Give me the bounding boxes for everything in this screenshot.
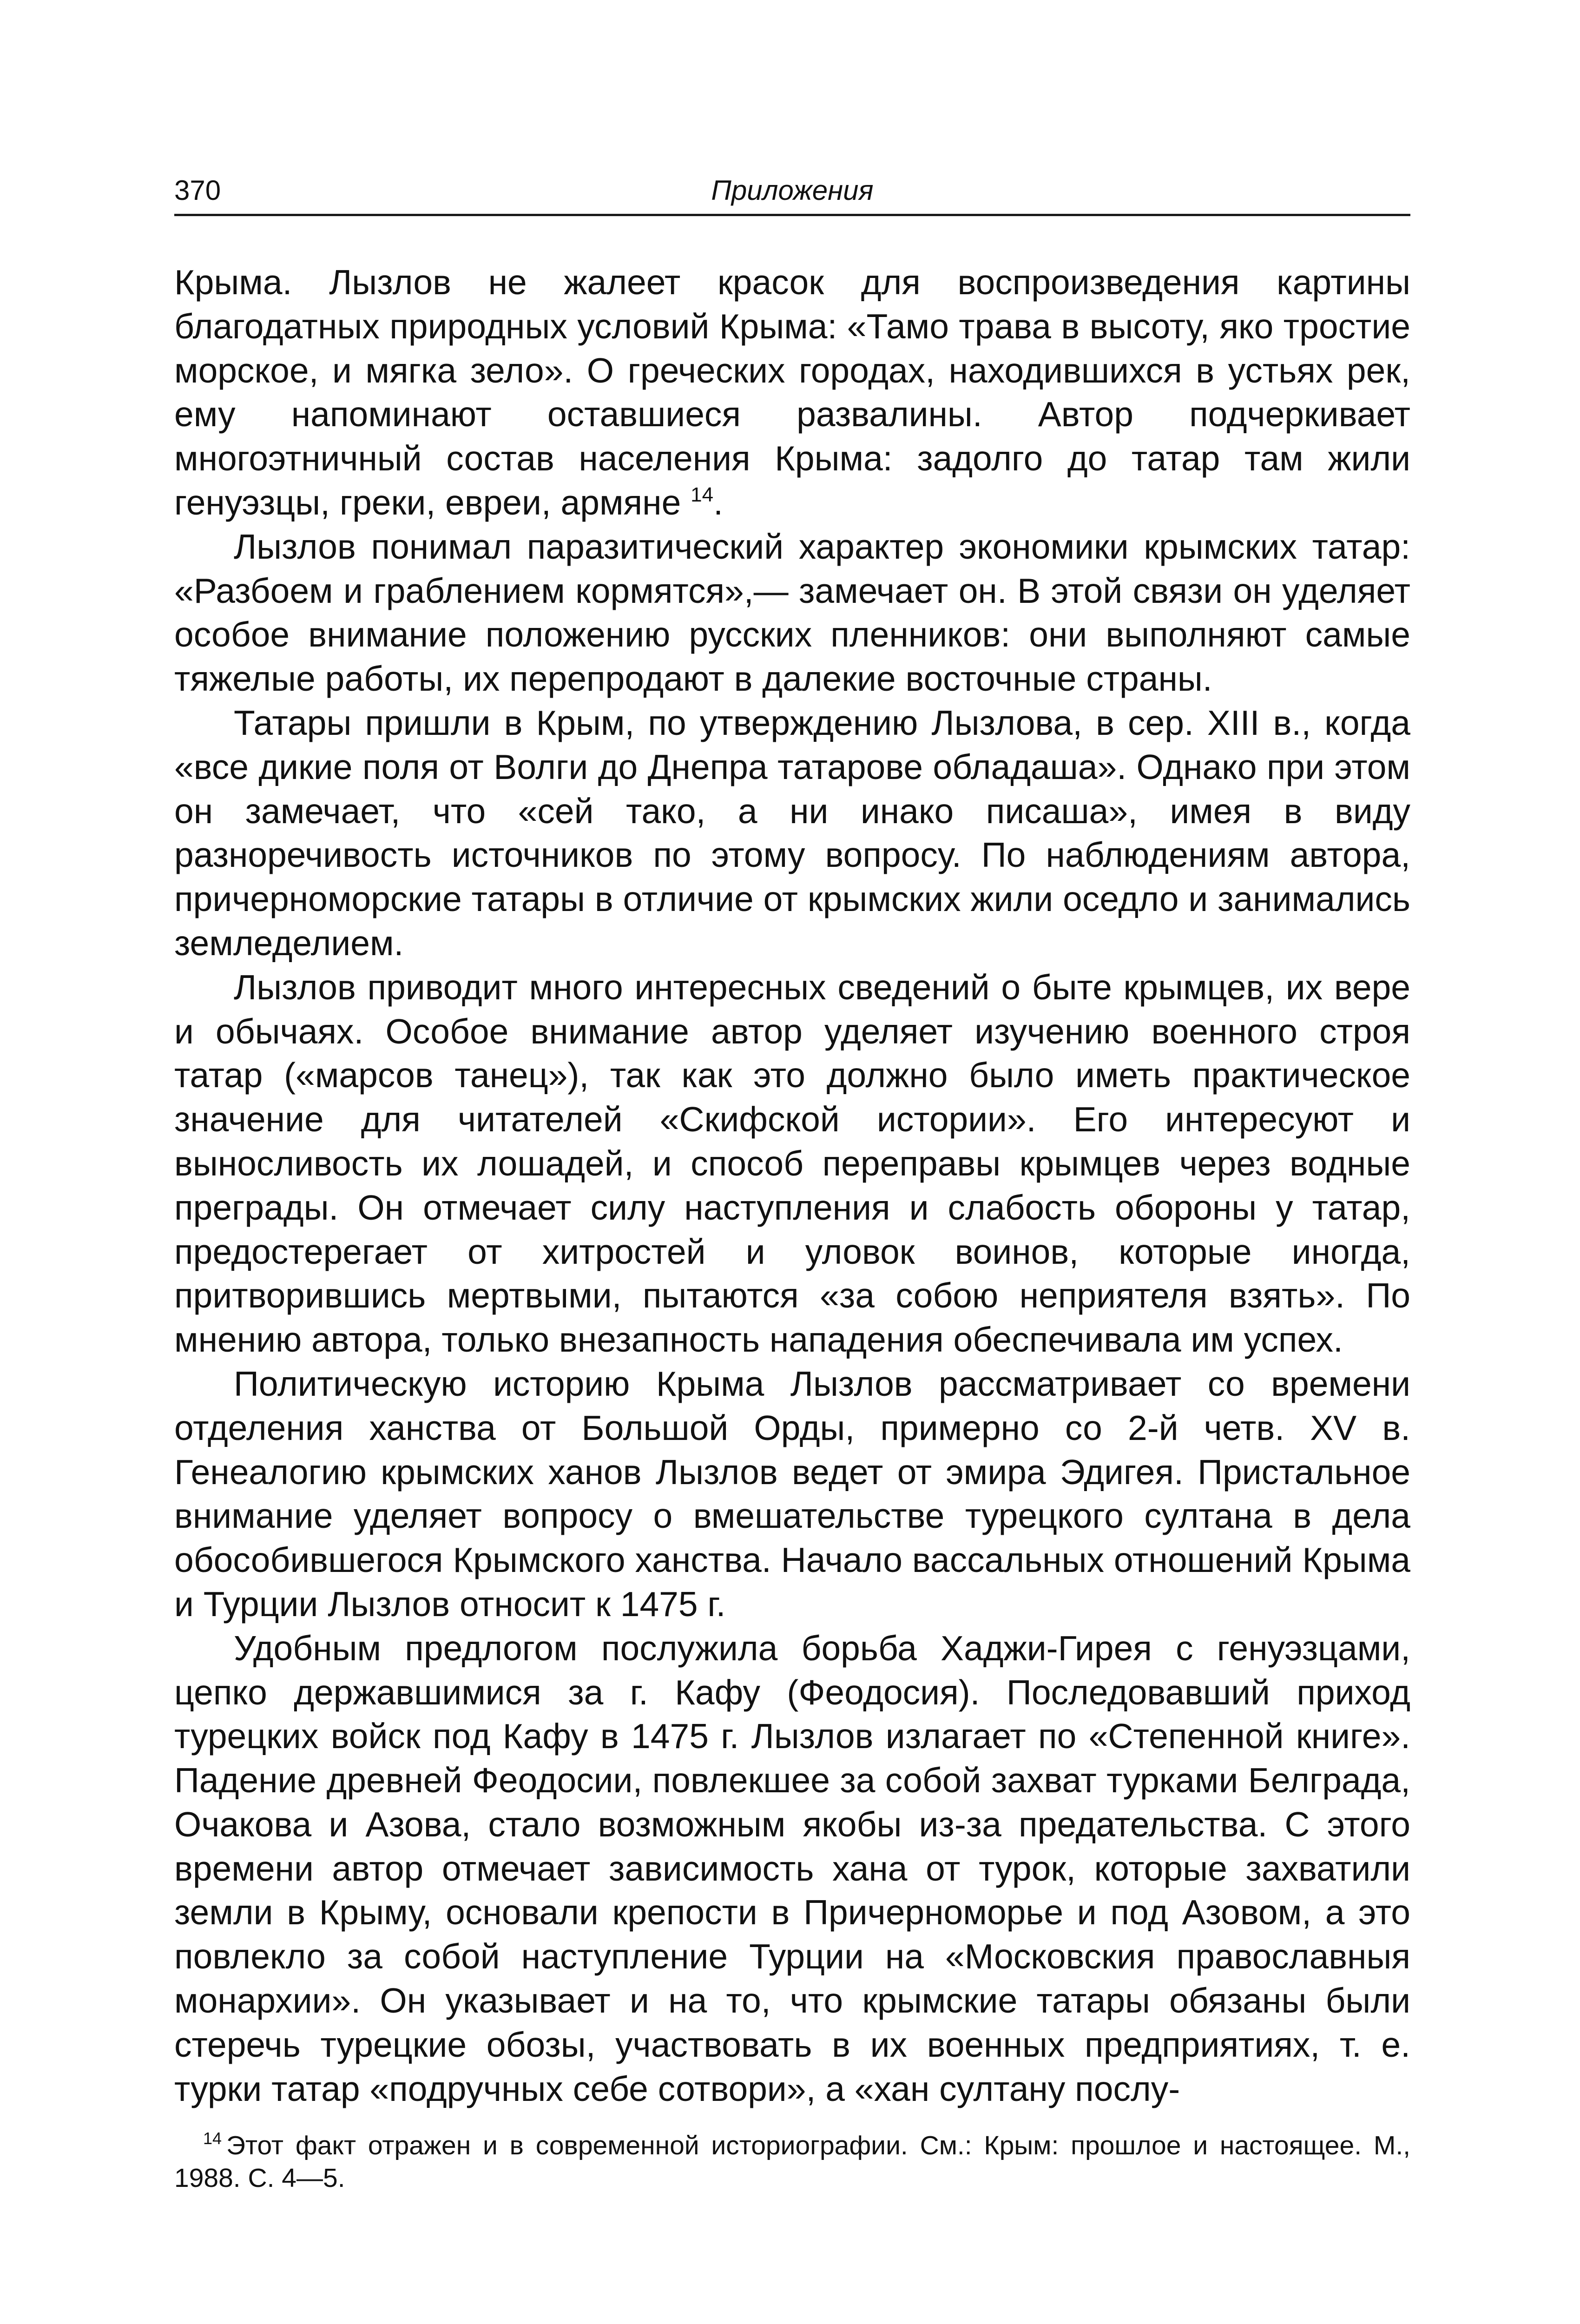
paragraph-3: Татары пришли в Крым, по утверждению Лызлова, в сер. XIII в., когда «все дикие поля от Волги до Днепра татарове обладаша». Однако при этом он замечает, что «сей тако, а ни инако писаша», имея в виду разноречивость источников по этому вопросу. По наблюдениям автора, причерноморские татары в отличие от крымских жили оседло и занимались земледелием. [174,703,1410,963]
paragraph-5: Политическую историю Крыма Лызлов рассматривает со времени отделения ханства от Большой Орды, примерно со 2-й четв. XV в. Генеалогию крымских ханов Лызлов ведет от эмира Эдигея. Пристальное внимание уделяет вопросу о вмешательстве турецкого султана в дела обособившегося Крымского ханства. Начало вассальных отношений Крыма и Турции Лызлов относит к 1475 г. [174,1364,1410,1624]
paragraph-2: Лызлов понимал паразитический характер экономики крымских татар: «Разбоем и граблением кормятся»,— замечает он. В этой связи он уделяет особое внимание положению русских пленников: они выполняют самые тяжелые работы, их перепродают в далекие восточные страны. [174,527,1410,699]
running-title: Приложения [711,175,874,206]
paragraph-1 [174,260,1410,525]
footnote-reference-period: . [713,482,723,522]
paragraph-1-text: Крыма. Лызлов не жалеет красок для воспроизведения картины благодатных природных условий Крыма: «Тамо трава в высоту, яко тростие морское, и мягка зело». О греческих городах, находившихся в устьях рек, ему напоминают оставшиеся развалины. Автор подчеркивает многоэтничный состав населения Крыма: задолго до татар там жили генуэзцы, греки, евреи, армяне [174,263,1410,522]
footnote-text: Этот факт отражен и в современной историографии. См.: Крым: прошлое и настоящее. М., 1988. С. 4—5. [174,2131,1410,2193]
book-page [174,167,1410,2194]
page-number: 370 [174,175,221,206]
footnote [174,2129,1410,2194]
paragraph-4: Лызлов приводит много интересных сведений о быте крымцев, их вере и обычаях. Особое внимание автор уделяет изучению военного строя татар («марсов танец»), так как это должно было иметь практическое значение для читателей «Скифской истории». Его интересуют и выносливость их лошадей, и способ переправы крымцев через водные преграды. Он отмечает силу наступления и слабость обороны у татар, предостерегает от хитростей и уловок воинов, которые иногда, притворившись мертвыми, пытаются «за собою неприятеля взять». По мнению автора, только внезапность нападения обеспечивала им успех. [174,967,1410,1360]
paragraph-6: Удобным предлогом послужила борьба Хаджи-Гирея с генуэзцами, цепко державшимися за г. Кафу (Феодосия). Последовавший приход турецких войск под Кафу в 1475 г. Лызлов излагает по «Степенной книге». Падение древней Феодосии, повлекшее за собой захват турками Белграда, Очакова и Азова, стало возможным якобы из-за предательства. С этого времени автор отмечает зависимость хана от турок, которые захватили земли в Крыму, основали крепости в Причерноморье и под Азовом, а это повлекло за собой наступление Турции на «Московския православныя монархии». Он указывает и на то, что крымские татары обязаны были стеречь турецкие обозы, участвовать в их военных предприятиях, т. е. турки татар «подручных себе сотвори», а «хан султану послу- [174,1628,1410,2108]
footnote-reference: 14 [691,483,714,506]
running-head [174,167,1410,216]
footnote-mark: 14 [203,2129,222,2148]
body-text [174,260,1410,2111]
